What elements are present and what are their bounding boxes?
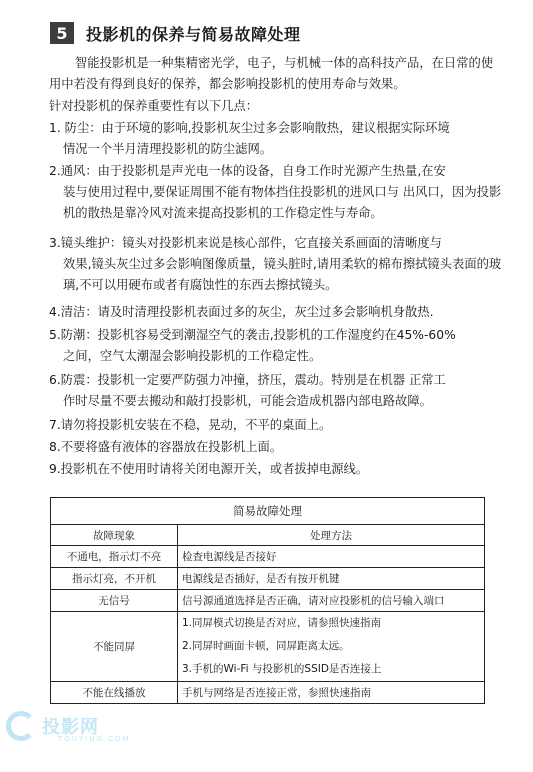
- symptom-cell: 无信号: [51, 590, 178, 612]
- column-header-symptom: 故障现象: [51, 525, 178, 546]
- section-number-badge: 5: [50, 22, 74, 44]
- list-item-stable-surface: [49, 415, 503, 436]
- list-item-line: 1. 防尘：由于环境的影响,投影机灰尘过多会影响散热，建议根据实际环境: [49, 121, 450, 135]
- solution-cell: 手机与网络是否连接正常，参照快速指南: [178, 682, 485, 704]
- list-item-lens: [49, 233, 503, 296]
- list-item-continuation: 作时尽量不要去搬动和敲打投影机，可能会造成机器内部电路故障。: [63, 394, 432, 408]
- list-item-continuation: 装与使用过程中,要保证周围不能有物体挡住投影机的进风口与 出风口，因为投影机的散热是靠冷风对流来提高投影机的工作稳定性与寿命。: [63, 185, 502, 220]
- watermark-logo-icon: [6, 711, 36, 741]
- list-item-cleaning: [49, 302, 503, 323]
- list-item-ventilation: [49, 161, 503, 224]
- list-item-power-off: [49, 459, 503, 480]
- list-item-line: 7.请勿将投影机安装在不稳，晃动，不平的桌面上。: [49, 418, 332, 432]
- section-header: [50, 20, 301, 46]
- solution-cell: 信号源通道选择是否正确，请对应投影机的信号输入端口: [178, 590, 485, 612]
- watermark-text: 投影网: [42, 717, 99, 738]
- list-item-line: 2.通风：由于投影机是声光电一体的设备，自身工作时光源产生热量,在安: [49, 164, 446, 178]
- list-item-line: 3.镜头维护：镜头对投影机来说是核心部件，它直接关系画面的清晰度与: [49, 236, 442, 250]
- list-item-line: 9.投影机在不使用时请将关闭电源开关，或者拔掉电源线。: [49, 462, 369, 476]
- table-row: [51, 682, 485, 704]
- list-item-moisture: [49, 325, 503, 367]
- list-item-shock: [49, 370, 503, 412]
- symptom-cell: 不能同屏: [51, 612, 178, 682]
- symptom-cell: 不通电，指示灯不亮: [51, 546, 178, 568]
- list-item-liquids: [49, 437, 503, 458]
- list-item-line: 8.不要将盛有液体的容器放在投影机上面。: [49, 440, 283, 454]
- table-caption: 简易故障处理: [51, 498, 485, 525]
- solution-line: 3.手机的Wi-Fi 与投影机的SSID是否连接上: [182, 663, 382, 675]
- solution-cell: 检查电源线是否接好: [178, 546, 485, 568]
- list-item-line: 4.清洁：请及时清理投影机表面过多的灰尘，灰尘过多会影响机身散热.: [49, 305, 434, 319]
- solution-line: 2.同屏时画面卡顿，同屏距离太远。: [182, 640, 350, 652]
- list-item-line: 5.防潮：投影机容易受到潮湿空气的袭击,投影机的工作湿度约在45%-60%: [49, 328, 456, 342]
- table-row: [51, 546, 485, 568]
- solution-cell: 电源线是否插好，是否有按开机键: [178, 568, 485, 590]
- list-item-continuation: 之间，空气太潮湿会影响投影机的工作稳定性。: [63, 349, 322, 363]
- section-title: 投影机的保养与简易故障处理: [86, 24, 301, 44]
- symptom-cell: 不能在线播放: [51, 682, 178, 704]
- symptom-cell: 指示灯亮，不开机: [51, 568, 178, 590]
- table-row: [51, 568, 485, 590]
- column-header-solution: 处理方法: [178, 525, 485, 546]
- watermark-subtext: TOUYING.COM: [58, 735, 131, 743]
- table-row: [51, 612, 485, 682]
- list-item-continuation: 情况一个半月清理投影机的防尘滤网。: [63, 142, 273, 156]
- list-item-dust: [49, 118, 503, 160]
- lead-sentence: 针对投影机的保养重要性有以下几点：: [49, 99, 259, 113]
- solution-line: 1.同屏模式切换是否对应，请参照快速指南: [182, 617, 382, 629]
- solution-cell: [178, 612, 485, 682]
- fault-table: [50, 497, 485, 704]
- table-row: [51, 590, 485, 612]
- list-item-continuation: 效果,镜头灰尘过多会影响图像质量，镜头脏时,请用柔软的棉布擦拭镜头表面的玻璃,不可以用硬布或者有腐蚀性的东西去擦拭镜头。: [63, 257, 502, 292]
- watermark: [0, 706, 160, 746]
- list-item-line: 6.防震：投影机一定要严防强力冲撞，挤压，震动。特别是在机器 正常工: [49, 373, 446, 387]
- intro-paragraph: 智能投影机是一种集精密光学，电子，与机械一体的高科技产品，在日常的使用中若没有得到良好的保养，都会影响投影机的使用寿命与效果。: [49, 56, 494, 91]
